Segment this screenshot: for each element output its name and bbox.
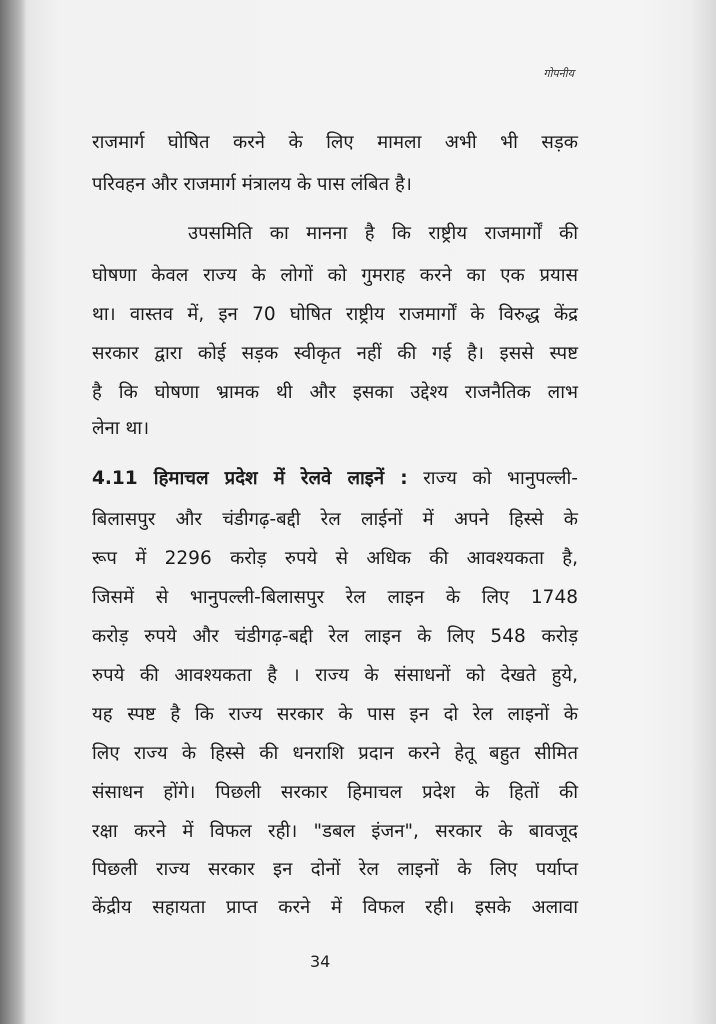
paragraph-2-line-6: लेना था।: [92, 418, 150, 439]
page-header-label: गोपनीय: [543, 67, 574, 80]
section-first-line-text: राज्य को भानुपल्ली-: [407, 468, 578, 489]
page-number: 34: [310, 952, 331, 971]
section-line-4: जिसमें से भानुपल्ली-बिलासपुर रेल लाइन के लिए 1748: [92, 587, 578, 608]
paragraph-2-line-3: था। वास्तव में, इन 70 घोषित राष्ट्रीय राजमार्गों के विरुद्ध केंद्र: [92, 304, 578, 325]
section-line-11: पिछली राज्य सरकार इन दोनों रेल लाइनों के लिए पर्याप्त: [92, 859, 578, 880]
paragraph-2-line-1: उपसमिति का मानना है कि राष्ट्रीय राजमार्गों की: [188, 223, 578, 244]
section-line-7: यह स्पष्ट है कि राज्य सरकार के पास इन दो रेल लाइनों के: [92, 704, 578, 725]
section-line-5: करोड़ रुपये और चंडीगढ़-बद्दी रेल लाइन के लिए 548 करोड़: [92, 626, 578, 647]
paragraph-1-line-1: राजमार्ग घोषित करने के लिए मामला अभी भी सड़क: [92, 132, 578, 153]
paragraph-2-line-5: है कि घोषणा भ्रामक थी और इसका उद्देश्य राजनैतिक लाभ: [92, 382, 578, 403]
section-line-2: बिलासपुर और चंडीगढ़-बद्दी रेल लाईनों में अपने हिस्से के: [92, 509, 578, 530]
section-line-10: रक्षा करने में विफल रही। "डबल इंजन", सरकार के बावजूद: [92, 821, 578, 842]
paragraph-2-line-2: घोषणा केवल राज्य के लोगों को गुमराह करने का एक प्रयास: [92, 265, 578, 286]
section-line-8: लिए राज्य के हिस्से की धनराशि प्रदान करने हेतू बहुत सीमित: [92, 743, 578, 764]
section-line-3: रूप में 2296 करोड़ रुपये से अधिक की आवश्यकता है,: [92, 548, 578, 569]
section-line-12: केंद्रीय सहायता प्राप्त करने में विफल रही। इसके अलावा: [92, 897, 578, 918]
section-heading: 4.11 हिमाचल प्रदेश में रेलवे लाइनें :: [92, 468, 408, 489]
section-4-11-first-line: [92, 467, 578, 491]
book-spine-shadow: [0, 0, 26, 1024]
paragraph-2-line-4: सरकार द्वारा कोई सड़क स्वीकृत नहीं की गई है। इससे स्पष्ट: [92, 343, 578, 364]
section-line-6: रुपये की आवश्यकता है । राज्य के संसाधनों को देखते हुये,: [92, 665, 578, 686]
section-line-9: संसाधन होंगे। पिछली सरकार हिमाचल प्रदेश के हितों की: [92, 782, 578, 803]
paragraph-1-line-2: परिवहन और राजमार्ग मंत्रालय के पास लंबित है।: [92, 174, 412, 195]
